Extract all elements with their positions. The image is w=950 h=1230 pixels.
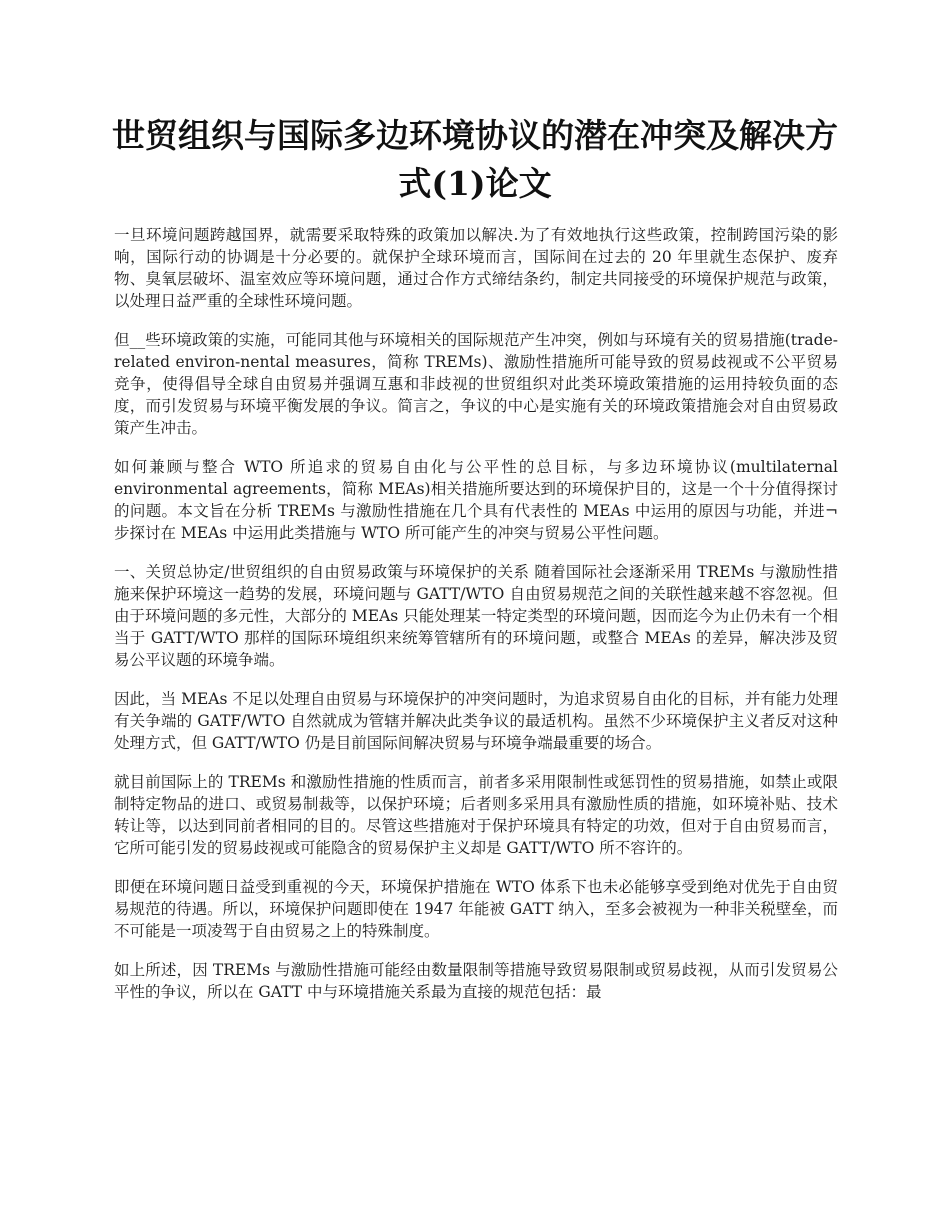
paragraph: 一、关贸总协定/世贸组织的自由贸易政策与环境保护的关系 随着国际社会逐渐采用 TREMs 与激励性措施来保护环境这一趋势的发展，环境问题与 GATT/WTO 自由贸易规范之间的关联性越来越不容忽视。但由于环境问题的多元性，大部分的 MEAs 只能处理某一特定类型的环境问题，因而迄今为止仍未有一个相当于 GATT/WTO 那样的国际环境组织来统筹管辖所有的环境问题，或整合 MEAs 的差异，解决涉及贸易公平议题的环境争端。	[114, 563, 838, 669]
document-title: 世贸组织与国际多边环境协议的潜在冲突及解决方式(1)论文	[112, 116, 838, 203]
paragraph: 就目前国际上的 TREMs 和激励性措施的性质而言，前者多采用限制性或惩罚性的贸易措施，如禁止或限制特定物品的进口、或贸易制裁等，以保护环境；后者则多采用具有激励性质的措施，如环境补贴、技术转让等，以达到同前者相同的目的。尽管这些措施对于保护环境具有特定的功效，但对于自由贸易而言，它所可能引发的贸易歧视或可能隐含的贸易保护主义却是 GATT/WTO 所不容许的。	[114, 773, 838, 857]
document-body	[114, 224, 838, 1020]
paragraph: 因此，当 MEAs 不足以处理自由贸易与环境保护的冲突问题时，为追求贸易自由化的目标，并有能力处理有关争端的 GATF/WTO 自然就成为管辖并解决此类争议的最适机构。虽然不少环境保护主义者反对这种处理方式，但 GATT/WTO 仍是目前国际间解决贸易与环境争端最重要的场合。	[114, 690, 838, 752]
paragraph: 即便在环境问题日益受到重视的今天，环境保护措施在 WTO 体系下也未必能够享受到绝对优先于自由贸易规范的待遇。所以，环境保护问题即使在 1947 年能被 GATT 纳入，至多会被视为一种非关税壁垒，而不可能是一项凌驾于自由贸易之上的特殊制度。	[114, 878, 838, 940]
paragraph: 一旦环境问题跨越国界，就需要采取特殊的政策加以解决.为了有效地执行这些政策，控制跨国污染的影响，国际行动的协调是十分必要的。就保护全球环境而言，国际间在过去的 20 年里就生态保护、废弃物、臭氧层破坏、温室效应等环境问题，通过合作方式缔结条约，制定共同接受的环境保护规范与政策，以处理日益严重的全球性环境问题。	[114, 226, 838, 310]
paragraph: 如上所述，因 TREMs 与激励性措施可能经由数量限制等措施导致贸易限制或贸易歧视，从而引发贸易公平性的争议，所以在 GATT 中与环境措施关系最为直接的规范包括：最	[114, 961, 838, 1001]
paragraph: 如何兼顾与整合 WTO 所追求的贸易自由化与公平性的总目标，与多边环境协议(multilaternal environmental agreements，简称 MEAs)相关措施所要达到的环境保护目的，这是一个十分值得探讨的问题。本文旨在分析 TREMs 与激励性措施在几个具有代表性的 MEAs 中运用的原因与功能，并进¬步探讨在 MEAs 中运用此类措施与 WTO 所可能产生的冲突与贸易公平性问题。	[114, 458, 838, 542]
paragraph: 但__些环境政策的实施，可能同其他与环境相关的国际规范产生冲突，例如与环境有关的贸易措施(trade-related environ-nental measures，简称 TREMs)、激励性措施所可能导致的贸易歧视或不公平贸易竞争，使得倡导全球自由贸易并强调互惠和非歧视的世贸组织对此类环境政策措施的运用持较负面的态度，而引发贸易与环境平衡发展的争议。简言之，争议的中心是实施有关的环境政策措施会对自由贸易政策产生冲击。	[114, 331, 838, 437]
